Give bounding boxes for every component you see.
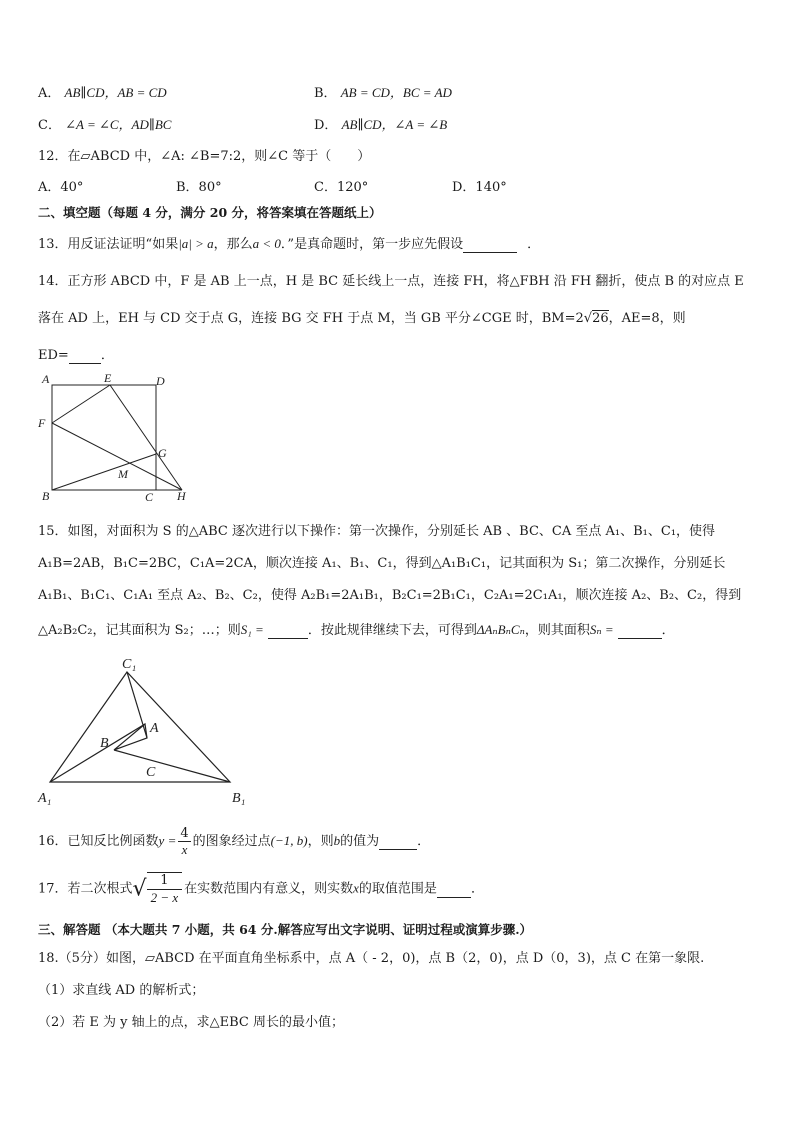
q16: [38, 826, 430, 857]
q13-tail: ．: [527, 237, 541, 252]
q11-option-d: [314, 114, 447, 133]
q15-line-1: 15．如图，对面积为 S 的△ABC 逐次进行以下操作：第一次操作，分别延长 AB 、BC、CA 至点 A₁、B₁、C₁，使得: [38, 524, 716, 539]
q14-line-3: [38, 344, 114, 364]
answer-blank[interactable]: [379, 834, 417, 850]
fraction-denominator: 2 − x: [150, 890, 179, 905]
q15-math-triangle-n: ΔAₙBₙCₙ: [476, 622, 525, 637]
q15-line-3: A₁B₁、B₁C₁、C₁A₁ 至点 A₂、B₂、C₂，使得 A₂B₁=2A₁B₁，B₂C₁=2B₁C₁，C₂A₁=2C₁A₁，顺次连接 A₂、B₂、C₂，得到: [38, 588, 742, 603]
option-label: C．: [38, 118, 61, 133]
q12-option-b: B．80°: [176, 180, 222, 195]
sqrt-radicand: 26: [592, 311, 609, 326]
label-m: M: [118, 467, 128, 481]
label-c: C: [146, 765, 156, 780]
option-text: ∠A = ∠C，AD∥BC: [65, 117, 172, 132]
q13-text: 13．用反证法证明“如果: [38, 237, 179, 252]
q17: [38, 872, 484, 906]
segment-bg: [52, 454, 156, 490]
q15-line-2: A₁B=2AB，B₁C=2BC，C₁A=2CA，顺次连接 A₁、B₁、C₁，得到△A₁B₁C₁，记其面积为 S₁；第二次操作，分别延长: [38, 556, 726, 571]
q17-tail: ．: [470, 881, 484, 897]
label-g: G: [158, 446, 167, 460]
answer-blank[interactable]: [268, 623, 308, 639]
q14-figure: [30, 368, 200, 506]
label-h: H: [177, 489, 186, 503]
q16-fraction: [178, 826, 190, 857]
q15-text: △A₂B₂C₂，记其面积为 S₂；…；则: [38, 623, 241, 638]
q16-func-lhs: y =: [158, 833, 177, 848]
q11-option-c: [38, 114, 171, 133]
q15-text: ，则其面积: [524, 623, 590, 638]
q16-text: ，则: [307, 834, 334, 849]
q13-text: ．”是真命题时，第一步应先假设: [280, 237, 464, 252]
q14-text: ，AE=8，则: [608, 311, 686, 326]
q17-text: 的取值范围是: [358, 881, 437, 897]
option-label: A．: [38, 86, 61, 101]
answer-blank[interactable]: [437, 882, 471, 898]
q14-tail: ．: [100, 348, 114, 363]
q12-option-a: A．40°: [38, 180, 84, 195]
section-heading-fill-in: 二、填空题（每题 4 分，满分 20 分，将答案填在答题纸上）: [38, 205, 382, 220]
segment-b1b: [114, 750, 230, 782]
q11-option-b: [314, 82, 452, 101]
label-a: A: [42, 372, 50, 386]
label-b: B: [42, 489, 50, 503]
option-label: B．: [314, 86, 337, 101]
triangle-abc: [114, 724, 147, 750]
label-e: E: [104, 371, 112, 385]
section-heading-solutions: 三、解答题 （本大题共 7 小题，共 64 分.解答应写出文字说明、证明过程或演算步骤.）: [38, 922, 533, 937]
square-abcd: [52, 385, 156, 490]
option-text: AB∥CD，∠A = ∠B: [341, 117, 448, 132]
q15-text: ．按此规律继续下去，可得到: [307, 623, 477, 638]
label-c: C: [145, 490, 154, 504]
sqrt-symbol: √: [583, 311, 593, 326]
fraction-denominator: x: [181, 842, 188, 857]
answer-blank[interactable]: [69, 348, 101, 364]
q12-option-d: D．140°: [452, 180, 507, 195]
option-text: AB = CD，BC = AD: [340, 85, 452, 100]
q14-text: 落在 AD 上，EH 与 CD 交于点 G，连接 BG 交 FH 于点 M，当 GB 平分∠CGE 时，BM=2: [38, 311, 584, 326]
label-d: D: [156, 374, 165, 388]
label-f: F: [38, 416, 46, 430]
q14-line-2: [38, 307, 686, 326]
q16-text: 16．已知反比例函数: [38, 834, 159, 849]
segment-fe: [52, 385, 110, 423]
q15-line-4: [38, 619, 675, 639]
q15-math-sn: Sₙ =: [589, 622, 614, 637]
q15-math-s1: S₁ =: [240, 622, 264, 637]
label-b: B: [100, 736, 109, 751]
q16-text: 的值为: [340, 834, 380, 849]
label-c1: C₁: [122, 657, 137, 672]
q16-point: (−1, b): [270, 833, 308, 848]
answer-blank[interactable]: [463, 237, 517, 253]
label-a: A: [150, 721, 159, 736]
q11-option-a: [38, 82, 167, 101]
q15-figure: [30, 652, 270, 807]
q16-text: 的图象经过点: [192, 834, 271, 849]
q18-stem: 18.（5分）如图，▱ABCD 在平面直角坐标系中，点 A（ - 2，0)，点 B（2，0)，点 D（0，3)，点 C 在第一象限.: [38, 951, 705, 966]
q14-line-1: 14．正方形 ABCD 中，F 是 AB 上一点，H 是 BC 延长线上一点，连接 FH，将△FBH 沿 FH 翻折，使点 B 的对应点 E: [38, 274, 744, 289]
q13-text: ，那么: [213, 237, 253, 252]
segment-a1a: [50, 724, 145, 782]
q18-part-2: （2）若 E 为 y 轴上的点，求△EBC 周长的最小值；: [38, 1015, 344, 1030]
fraction-numerator: 1: [147, 873, 183, 890]
label-b1: B₁: [232, 791, 246, 806]
label-a1: A₁: [38, 791, 52, 806]
q13: [38, 233, 540, 253]
q16-var: b: [333, 833, 341, 848]
q15-tail: ．: [661, 623, 675, 638]
q17-fraction: [147, 872, 183, 906]
q17-text: 17．若二次根式: [38, 881, 133, 897]
option-label: D．: [314, 118, 338, 133]
q17-var: x: [353, 880, 359, 896]
q13-math-condition: |a| > a: [178, 236, 214, 251]
q13-math-conclusion: a < 0: [252, 236, 281, 251]
q16-tail: ．: [417, 834, 431, 849]
option-text: AB∥CD，AB = CD: [64, 85, 167, 100]
q12-stem: 12．在▱ABCD 中，∠A: ∠B=7:2，则∠C 等于（ ）: [38, 149, 371, 164]
answer-blank[interactable]: [618, 623, 662, 639]
q12-option-c: C．120°: [314, 180, 369, 195]
q17-text: 在实数范围内有意义，则实数: [184, 881, 354, 897]
q18-part-1: （1）求直线 AD 的解析式；: [38, 983, 205, 998]
sqrt-symbol: √: [132, 876, 147, 902]
q14-text: ED=: [38, 348, 69, 363]
fraction-numerator: 4: [180, 826, 189, 841]
